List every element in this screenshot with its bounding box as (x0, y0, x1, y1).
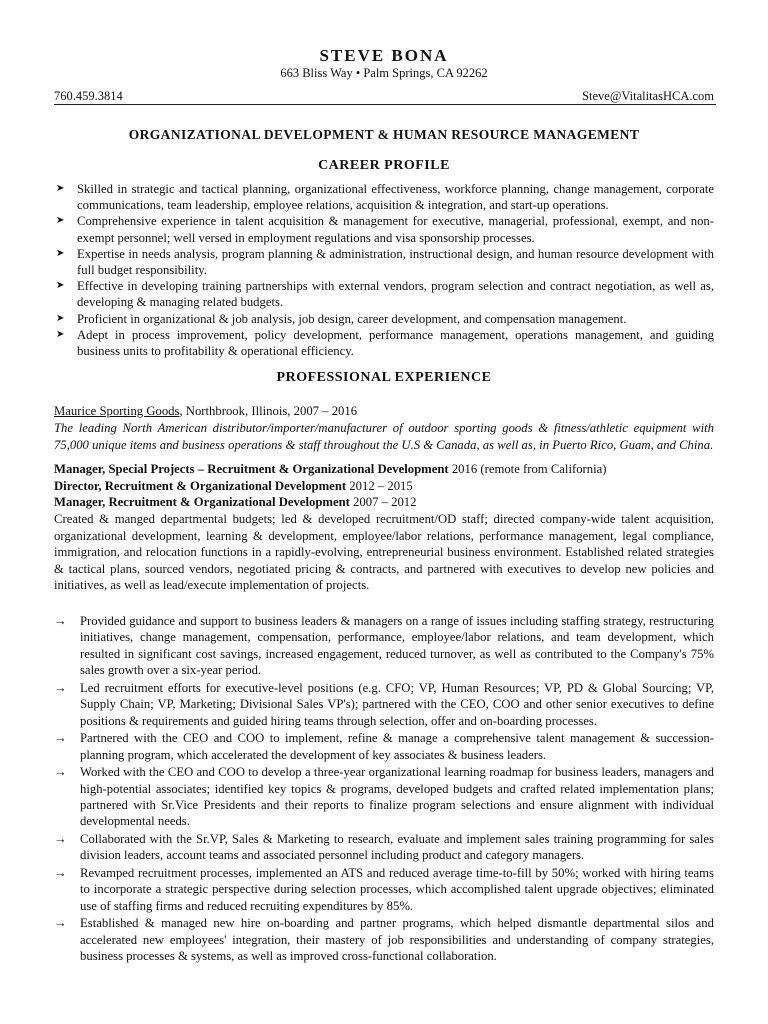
arrowhead-bullet-icon: ➤ (56, 247, 65, 259)
email-address: Steve@VitalitasHCA.com (582, 89, 714, 103)
list-item: ➤ Adept in process improvement, policy development, performance management, operations management, and guiding business units to profitability & operational efficiency. (56, 327, 714, 359)
role-line (54, 461, 714, 477)
role-dates: 2007 – 2012 (349, 495, 417, 510)
list-item: → Led recruitment efforts for executive-level positions (e.g. CFO; VP, Human Resources; VP, PD & Global Sourcing; VP, Supply Chain; VP, Marketing; Divisional Sales VP's); partnered with the CEO, COO and other senior executives to define positions & requirements and guided hiring teams through selection, offer and on-boarding processes. (54, 680, 714, 728)
list-item: → Revamped recruitment processes, implemented an ATS and reduced average time-to-fill by 50%; worked with hiring teams to incorporate a strategic perspective during selection processes, which accomplished talent upgrade objectives; eliminated use of staffing firms and reduced recruiting expenditures by 85%. (54, 866, 714, 913)
employer-line (54, 403, 714, 419)
right-arrow-icon: → (54, 916, 67, 931)
list-item: ➤ Effective in developing training partnerships with external vendors, program selection and contract negotiation, as well as, developing & managing related budgets. (56, 279, 714, 310)
arrowhead-bullet-icon: ➤ (56, 280, 65, 292)
company-description: The leading North American distributor/importer/manufacturer of outdoor sporting goods & fitness/athletic equipment with 75,000 unique items and business operations & staff throughout the U.S & Canada, as well as, in Puerto Rico, Guam, and China. (54, 421, 714, 452)
header-divider (54, 104, 716, 105)
career-profile-list (54, 181, 714, 359)
role-summary: Created & manged departmental budgets; led & developed recruitment/OD staff; directed company-wide talent acquisition, organizational development, learning & development, employee/labor relations, performance management, legal compliance, immigration, and relocation functions in a rapidly-evolving, entrepreneurial business environment. Established related strategies & tactical plans, sourced vendors, negotiated pricing & contracts, and partnered with executives to develop new policies and initiatives, as well as lead/execute implementation of projects. (54, 512, 714, 593)
phone-number: 760.459.3814 (54, 89, 123, 103)
list-item: → Worked with the CEO and COO to develop a three-year organizational learning roadmap for business leaders, managers and high-potential associates; identified key topics & programs, developed budgets and crafted related implementation plans; partnered with Sr.Vice Presidents and their reports to finalize program selections and ensure alignment with individual developmental needs. (54, 765, 714, 829)
role-title: Manager, Recruitment & Organizational Development (54, 495, 350, 510)
candidate-address: 663 Bliss Way • Palm Springs, CA 92262 (280, 66, 488, 80)
list-item: ➤ Proficient in organizational & job analysis, job design, career development, and compensation management. (56, 311, 627, 326)
list-item: ➤ Skilled in strategic and tactical planning, organizational effectiveness, workforce planning, change management, corporate communications, team leadership, employee relations, acquisition & integration, and start-up operations. (56, 182, 714, 213)
career-profile-heading: CAREER PROFILE (318, 158, 450, 173)
role-dates: 2012 – 2015 (346, 478, 413, 493)
arrowhead-bullet-icon: ➤ (56, 328, 65, 340)
list-item: ➤ Comprehensive experience in talent acquisition & management for executive, managerial, professional, exempt, and non-exempt personnel; well versed in employment regulations and visa sponsorship processes. (56, 214, 714, 245)
list-item: ➤ Expertise in needs analysis, program planning & administration, instructional design, and human resource development with full budget responsibility. (56, 246, 714, 278)
right-arrow-icon: → (54, 731, 67, 746)
arrowhead-bullet-icon: ➤ (56, 183, 65, 194)
right-arrow-icon: → (54, 765, 67, 780)
professional-experience-heading: PROFESSIONAL EXPERIENCE (276, 370, 492, 385)
arrowhead-bullet-icon: ➤ (56, 215, 65, 227)
role-line (54, 478, 714, 494)
arrowhead-bullet-icon: ➤ (56, 312, 65, 324)
role-title: Director, Recruitment & Organizational Development (54, 478, 347, 493)
resume-headline: ORGANIZATIONAL DEVELOPMENT & HUMAN RESOURCE MANAGEMENT (128, 127, 640, 142)
list-item: → Collaborated with the Sr.VP, Sales & Marketing to research, evaluate and implement sales training programming for sales division leaders, account teams and associated personnel including product and category managers. (54, 832, 714, 863)
right-arrow-icon: → (54, 866, 67, 881)
company-location-dates: , Northbrook, Illinois, 2007 – 2016 (179, 404, 358, 418)
right-arrow-icon: → (54, 680, 67, 695)
role-line (54, 494, 714, 510)
employer-block (54, 403, 714, 593)
right-arrow-icon: → (54, 832, 67, 847)
right-arrow-icon: → (54, 614, 67, 628)
list-item: → Established & managed new hire on-boarding and partner programs, which helped dismantle departmental silos and accelerated new employees' integration, their mastery of job responsibilities and understanding of company strategies, business processes & systems, as well as improved cross-functional collaboration. (54, 916, 714, 964)
role-dates: 2016 (remote from California) (448, 462, 607, 477)
role-title: Manager, Special Projects – Recruitment & Organizational Development (54, 462, 449, 477)
candidate-name: STEVE BONA (319, 46, 449, 65)
list-item: → Provided guidance and support to business leaders & managers on a range of issues including staffing strategy, restructuring initiatives, change management, compensation, performance, employee/labor relations, and team development, which resulted in significant cost savings, increased engagement, reduced turnover, as well as contributed to the Company's 75% sales growth over a six-year period. (54, 614, 714, 678)
role-list (54, 461, 714, 510)
company-name: Maurice Sporting Goods (54, 404, 180, 418)
achievements-list (54, 613, 714, 966)
list-item: → Partnered with the CEO and COO to implement, refine & manage a comprehensive talent management & succession-planning program, which accelerated the development of key associates & business leaders. (54, 731, 714, 762)
